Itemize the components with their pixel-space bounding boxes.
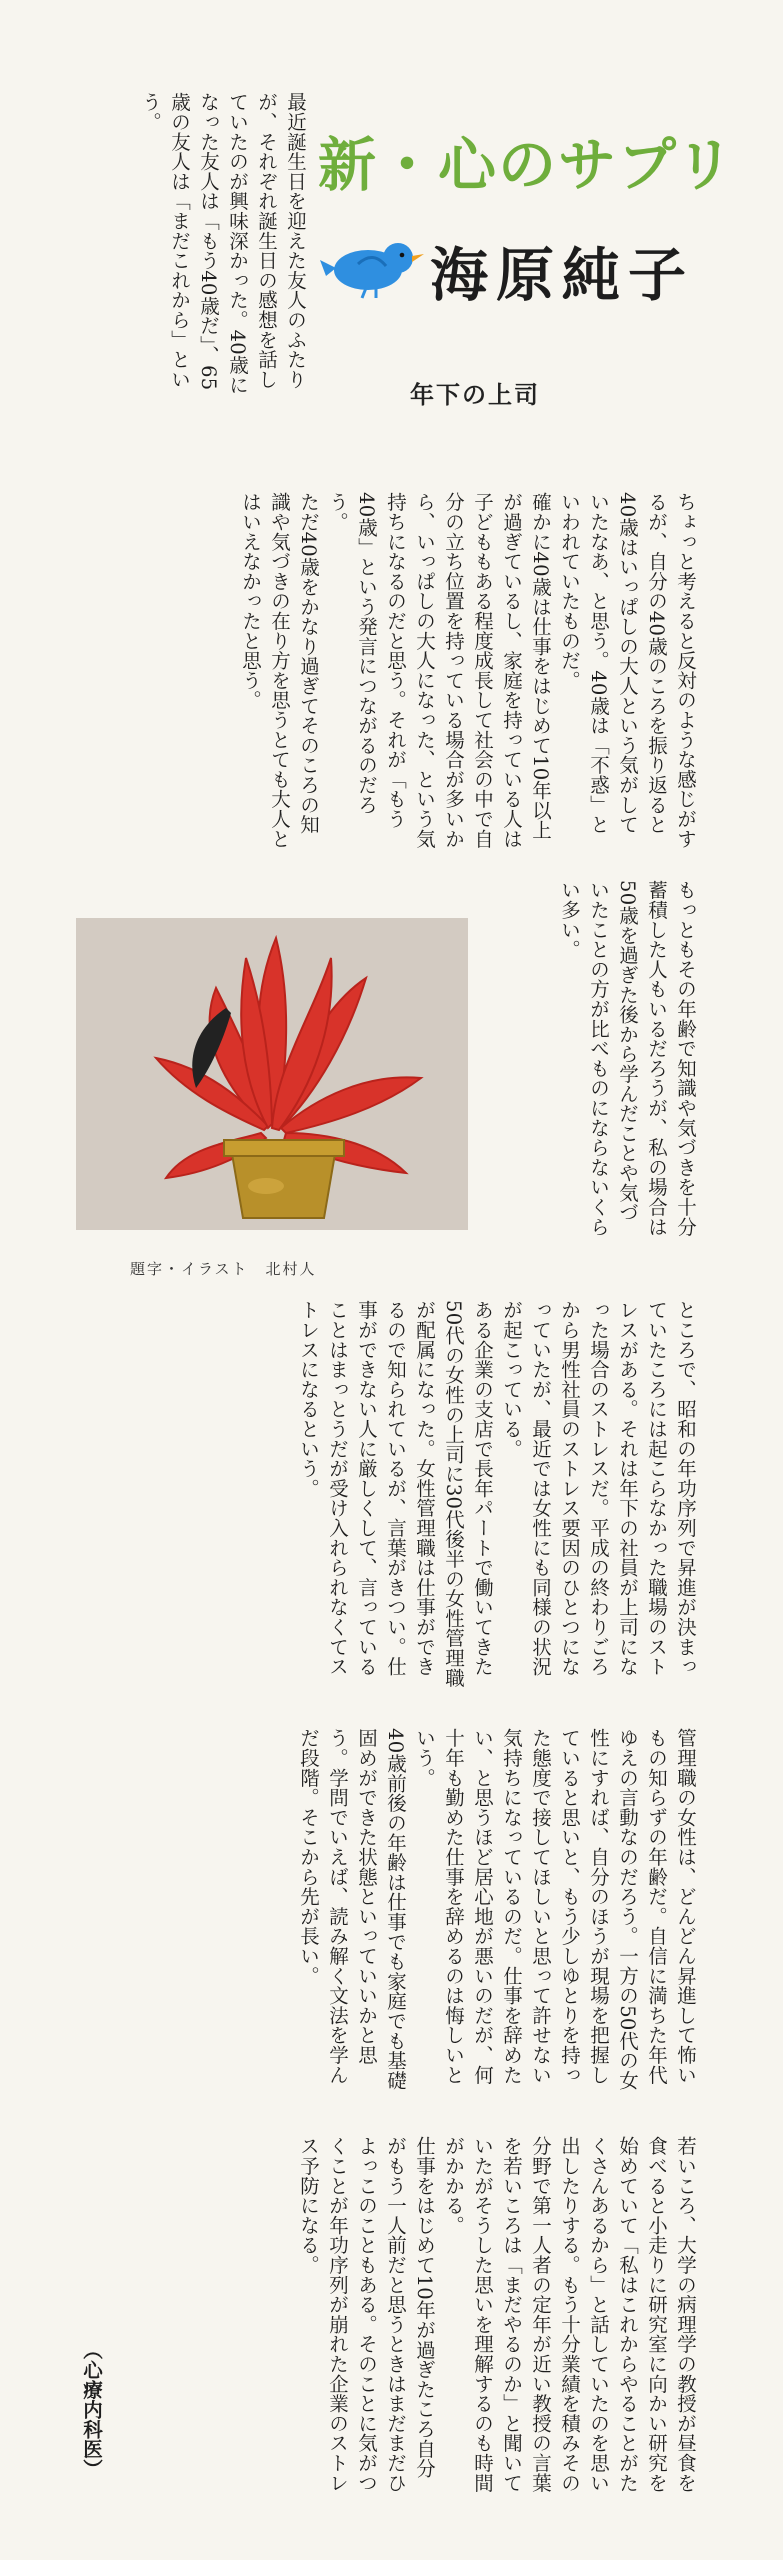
series-title-text: 新・心のサプリ bbox=[318, 131, 736, 199]
author-signature: （心療内科医） bbox=[80, 2340, 103, 2479]
bird-icon bbox=[318, 232, 428, 302]
plant-illustration bbox=[76, 918, 468, 1230]
author-name: 海原純子 bbox=[430, 241, 695, 309]
headline: 年下の上司 bbox=[410, 381, 540, 409]
column-block-5: 若いころ、大学の病理学の教授が昼食を食べると小走りに研究室に向かい研究を始めていて「私はこれからやることがたくさんあるから」と話していたのを思い出したりする。もう十分業績を積みその分野で第一人者の定年が近い教授の言葉を若いころは「まだやるのか」と聞いていたがそうした思いを理解するのも時間がかかる。 仕事をはじめて10年が過ぎたころ自分がもう一人前だと思うときはまだまだひよっこのこともある。そのことに気がつくことが年功序列が崩れた企業のストレス予防になる。 bbox=[297, 2136, 697, 2493]
column-intro: 最近誕生日を迎えた友人のふたりが、それぞれ誕生日の感想を話していたのが興味深かった。40歳になった友人は「もう40歳だ」、65歳の友人は「まだこれから」という。 bbox=[139, 92, 307, 395]
column-block-2: もっともその年齢で知識や気づきを十分蓄積した人もいるだろうが、私の場合は50歳を過ぎた後から学んだことや気づいたことの方が比べものにならないくらい多い。 bbox=[558, 880, 697, 1237]
column-block-1: ちょっと考えると反対のような感じがするが、自分の40歳のころを振り返ると40歳はいっぱしの大人という気がしていたなあ、と思う。40歳は「不惑」といわれていたものだ。 確かに40歳は仕事をはじめて10年以上が過ぎているし、家庭を持っている人は子どももある程度成長して社会の中で自分の立ち位置を持っている場合が多いから、いっぱしの大人になった、という気持ちになるのだと思う。それが「もう40歳」という発言につながるのだろう。 ただ40歳をかなり過ぎてそのころの知識や気づきの在り方を思うとても大人とはいえなかったと思う。 bbox=[239, 492, 697, 849]
column-block-4: 管理職の女性は、どんどん昇進して怖いもの知らずの年齢だ。自信に満ちた年代ゆえの言動なのだろう。一方の50代の女性にすれば、自分のほうが現場を把握していると思いと、もう少しゆとりを持った態度で接してほしいと思って許せない気持ちになっているのだ。仕事を辞めたい、と思うほど居心地が悪いのだが、何十年も勤めた仕事を辞めるのは悔しいという。 40歳前後の年齢は仕事でも家庭でも基礎固めができた状態といっていいかと思う。学問でいえば、読み解く文法を学んだ段階。そこから先が長い。 bbox=[297, 1728, 697, 2091]
illustration-credit: 題字・イラスト 北村人 bbox=[130, 1260, 317, 1278]
column-block-3: ところで、昭和の年功序列で昇進が決まっていたころには起こらなかった職場のストレスがある。それは年下の社員が上司になった場合のストレスだ。平成の終わりごろから男性社員のストレス要因のひとつになっていたが、最近では女性にも同様の状況が起こっている。 ある企業の支店で長年パートで働いてきた50代の女性の上司に30代後半の女性管理職が配属になった。女性管理職は仕事ができるので知られているが、言葉がきつい。仕事ができない人に厳しくして、言っていることはまっとうだが受け入れられなくてストレスになるという。 bbox=[297, 1300, 697, 1688]
series-title bbox=[318, 118, 736, 202]
